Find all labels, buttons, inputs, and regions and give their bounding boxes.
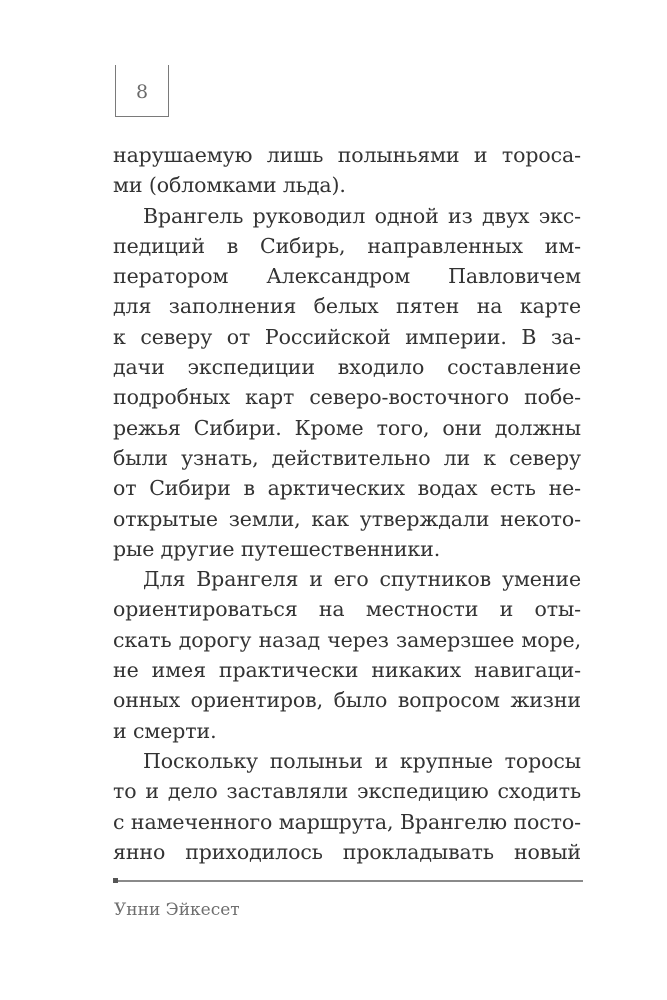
body-text [113,140,581,867]
text-line: и смерти. [113,718,217,743]
page-number-box [115,65,169,117]
paragraph-start-line: Врангель руководил одной из двух экс- [143,203,581,228]
text-line: ориентироваться на местности и оты- [113,597,581,622]
text-line: были узнать, действительно ли к северу [113,445,581,470]
text-line: педиций в Сибирь, направленных им- [113,233,581,258]
text-line: скать дорогу назад через замерзшее море, [113,627,581,652]
page-number: 8 [135,80,149,103]
text-line: янно приходилось прокладывать новый [113,839,581,864]
text-line: подробных карт северо-восточного побе- [113,385,581,410]
running-footer-author: Унни Эйкесет [114,900,240,920]
text-line: не имея практически никаких навигаци- [113,658,581,683]
text-line: то и дело заставляли экспедицию сходить [113,779,581,804]
paragraph-start-line: Поскольку полыньи и крупные торосы [143,748,581,773]
text-line: дачи экспедиции входило составление [113,355,581,380]
text-line: нарушаемую лишь полыньями и тороса- [113,143,581,167]
text-line: режья Сибири. Кроме того, они должны [113,415,581,440]
text-line: ми (обломками льда). [113,173,346,198]
text-line: с намеченного маршрута, Врангелю посто- [113,809,581,834]
text-line: онных ориентиров, было вопросом жизни [113,688,581,713]
footer-rule [113,880,583,882]
text-line: открытые земли, как утверждали некото- [113,506,581,531]
text-line: для заполнения белых пятен на карте [113,294,581,319]
paragraph-start-line: Для Врангеля и его спутников умение [143,567,581,592]
text-line: рые другие путешественники. [113,536,441,561]
footer-rule-square-mark [113,878,118,883]
text-line: ператором Александром Павловичем [113,264,581,289]
text-line: к северу от Российской империи. В за- [113,324,581,349]
text-line: от Сибири в арктических водах есть не- [113,476,581,501]
